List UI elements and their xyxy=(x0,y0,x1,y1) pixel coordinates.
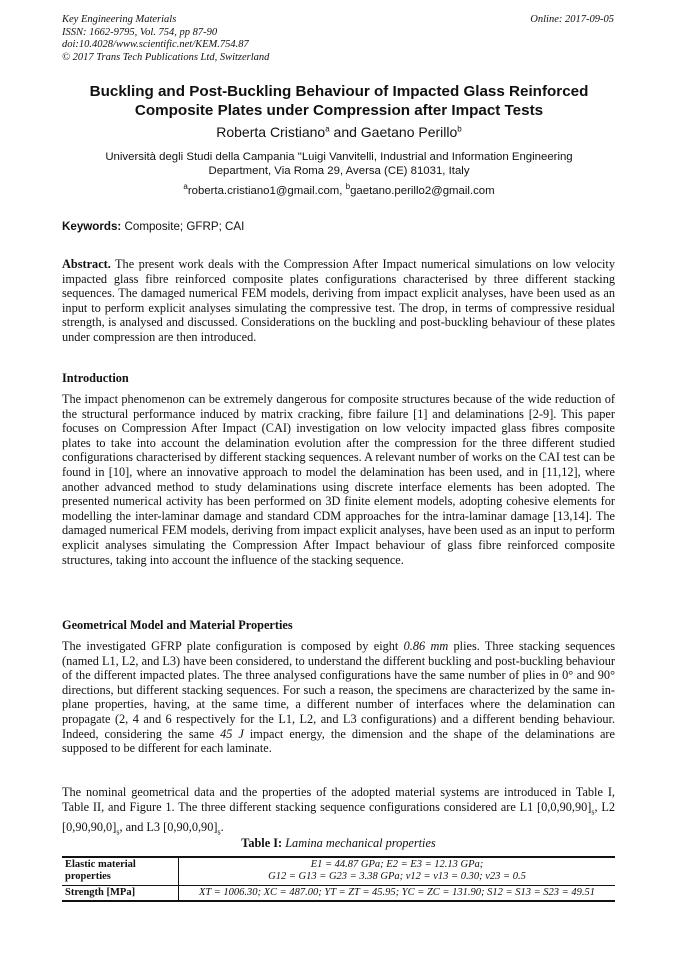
elastic-values xyxy=(179,857,616,885)
impact-energy: 45 J xyxy=(220,726,244,741)
author-1: Roberta Cristiano xyxy=(216,124,326,140)
abstract-label: Abstract. xyxy=(62,257,111,271)
geo-text: plies. Three stacking sequences (named L1, L2, and L3) have been considered, to understand the different buckling and post-buckling behaviour of the different impacted plates. The three analysed configurations have the same number of plies in 0° and 90° directions, but different stacking sequences. For such a reason, the specimens are characterized by the same in-plane properties, having, at the same time, a different number of interfaces where the delamination can propagate (2, 4 and 6 respectively for the L1, L2, and L3 configurations) and a different bending behaviour. Indeed, considering the same xyxy=(62,639,616,741)
email-1-mark: a xyxy=(183,182,188,192)
material-properties-table xyxy=(62,856,615,902)
geometry-paragraph-2 xyxy=(62,785,615,840)
geo-text: The nominal geometrical data and the properties of the adopted material systems are introduced in Table I, Table II, and Figure 1. The three different stacking sequence configurations considered are L1 [0,0,90,90] xyxy=(62,785,615,814)
copyright-line: © 2017 Trans Tech Publications Ltd, Switzerland xyxy=(62,51,270,63)
online-date: Online: 2017-09-05 xyxy=(530,14,614,25)
geometry-paragraph-1 xyxy=(62,639,615,756)
geo-text: , L2 [0,90,90,0] xyxy=(62,799,615,834)
author-2: Gaetano Perillo xyxy=(360,124,458,140)
keywords-label: Keywords: xyxy=(62,220,122,233)
title-line-1: Buckling and Post-Buckling Behaviour of Impacted Glass Reinforced xyxy=(89,83,589,100)
introduction-heading: Introduction xyxy=(62,371,129,385)
ply-thickness: 0.86 mm xyxy=(403,639,449,653)
email-2: gaetano.perillo2@gmail.com xyxy=(350,185,495,197)
introduction-text: The impact phenomenon can be extremely dangerous for composite structures because of the wide reduction of the structural performance induced by matrix cracking, fibre failure [1] and delaminations [2-9]. This paper focuses on Compression After Impact (CAI) investigation on low velocity impacted glass fibres composite plates to take into account the delamination evolution after the compression for the three different studied configurations characterised by different stacking sequences. A relevant number of works on the CAI test can be found in [10], where an innovative approach to model the delamination has been used, and in [11,12], where another advanced method to study delaminations using discrete interface elements has been adopted. The presented numerical activity has been performed on 3D finite element models, adopting cohesive elements for modelling the inter-laminar damage and standard CDM approaches for the intra-laminar damage [13,14]. The damaged numerical FEM models, deriving from impact explicit analyses, have been used as an input to perform explicit analyses simulating the Compression After Impact behaviour of glass fibre reinforced composite structures, taking into account the influence of the stacking sequence. xyxy=(62,392,615,567)
journal-name: Key Engineering Materials xyxy=(62,14,177,25)
geo-text: , and L3 [0,90,0,90] xyxy=(119,819,218,834)
elastic-line-2: G12 = G13 = G23 = 3.38 GPa; v12 = v13 = 0.30; v23 = 0.5 xyxy=(268,871,526,883)
email-2-mark: b xyxy=(345,182,351,192)
abstract-text: The present work deals with the Compression After Impact numerical simulations on low velocity impacted glass fibre reinforced composite plates configurations characterised by three different stacking sequences. The damaged numerical FEM models, deriving from impact explicit analyses, have been used as an input to perform explicit analyses simulating the compressive test. The drop, in terms of compressive residual strength, is analysed and discussed. Considerations on the buckling and post-buckling behaviour of these plates under compression are then introduced. xyxy=(62,257,615,344)
authors xyxy=(60,124,618,140)
geo-text: impact energy, the dimension and the shape of the delaminations are supposed to be different for each laminate. xyxy=(62,726,615,756)
row-label-strength: Strength [MPa] xyxy=(62,885,179,901)
keywords-text: Composite; GFRP; CAI xyxy=(121,220,245,233)
elastic-line-1: E1 = 44.87 GPa; E2 = E3 = 12.13 GPa; xyxy=(310,859,484,870)
affiliation xyxy=(60,150,618,179)
author-1-mark: a xyxy=(325,124,330,134)
table-caption xyxy=(62,836,615,851)
table-caption-label: Table I: xyxy=(241,836,283,850)
affiliation-line-1: Università degli Studi della Campania "Luigi Vanvitelli, Industrial and Information Engineering xyxy=(105,151,573,163)
subscript: s xyxy=(591,807,595,817)
email-1: roberta.cristiano1@gmail.com, xyxy=(187,185,346,197)
keywords xyxy=(62,220,244,233)
abstract xyxy=(62,257,615,345)
title-line-2: Composite Plates under Compression after Impact Tests xyxy=(134,102,544,119)
row-label-elastic: Elastic material properties xyxy=(62,857,179,885)
subscript: s xyxy=(217,827,221,837)
geo-text: The investigated GFRP plate configuration is composed by eight xyxy=(62,639,404,653)
issn-line: ISSN: 1662-9795, Vol. 754, pp 87-90 xyxy=(62,26,218,38)
subscript: s xyxy=(116,827,120,837)
table-row xyxy=(62,857,615,885)
table-caption-text: Lamina mechanical properties xyxy=(282,836,436,850)
geo-text: . xyxy=(220,819,224,834)
author-emails xyxy=(60,182,618,197)
affiliation-line-2: Department, Via Roma 29, Aversa (CE) 81031, Italy xyxy=(208,165,470,178)
doi-line: doi:10.4028/www.scientific.net/KEM.754.87 xyxy=(62,39,249,51)
journal-info xyxy=(62,14,269,64)
paper-title xyxy=(60,82,618,120)
author-2-mark: b xyxy=(457,124,462,134)
authors-and: and xyxy=(329,124,361,140)
section-heading: Geometrical Model and Material Properties xyxy=(62,618,293,632)
table-row xyxy=(62,885,615,901)
strength-values: XT = 1006.30; XC = 487.00; YT = ZT = 45.95; YC = ZC = 131.90; S12 = S13 = S23 = 49.51 xyxy=(179,885,616,901)
